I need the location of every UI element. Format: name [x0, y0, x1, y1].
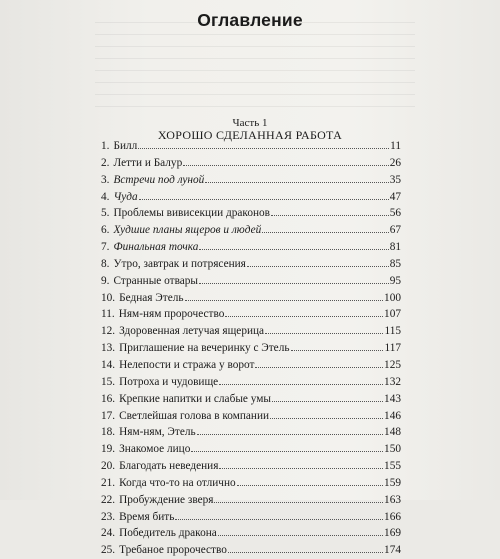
toc-entry-title: Финальная точка — [113, 241, 199, 254]
dot-leader — [175, 519, 383, 520]
toc-entry — [101, 441, 401, 458]
dot-leader — [199, 283, 389, 284]
toc-entry-number: 14. — [101, 358, 116, 371]
toc-entry — [101, 138, 401, 155]
toc-entry-title: Утро, завтрак и потрясения — [113, 257, 246, 270]
toc-entry — [101, 542, 401, 559]
toc-entry — [101, 525, 401, 542]
toc-entry-title: Бедная Этель — [119, 291, 184, 304]
toc-entry-page: 26 — [389, 156, 401, 169]
part-title: ХОРОШО СДЕЛАННАЯ РАБОТА — [157, 128, 343, 142]
toc-entry-page: 115 — [384, 325, 401, 338]
toc-entry-title: Билл — [113, 140, 138, 152]
toc-entry-page: 11 — [390, 140, 401, 152]
toc-entry-page: 166 — [384, 510, 401, 523]
bleed-through-line — [95, 34, 415, 35]
part-label: Часть 1 — [232, 117, 268, 129]
dot-leader — [247, 266, 389, 267]
dot-leader — [197, 434, 383, 435]
toc-entry-title: Летти и Балур — [113, 156, 183, 169]
dot-leader — [199, 249, 388, 250]
toc-entry-page: 132 — [384, 375, 401, 388]
toc-entry — [101, 256, 401, 273]
toc-entry-number: 9. — [101, 274, 110, 287]
toc-entry — [101, 424, 401, 441]
dot-leader — [205, 182, 388, 183]
toc-entry-number: 4. — [101, 190, 110, 203]
dot-leader — [139, 199, 389, 200]
bleed-through-line — [95, 46, 415, 47]
toc-entry-number: 19. — [101, 443, 116, 456]
toc-entry — [101, 273, 401, 290]
toc-entry-number: 21. — [101, 476, 116, 489]
toc-entry-title: Худшие планы ящеров и людей — [113, 224, 262, 237]
toc-entry-title: Знакомое лицо — [119, 443, 191, 456]
dot-leader — [270, 418, 383, 419]
toc-entry-title: Светлейшая голова в компании — [119, 409, 270, 422]
bleed-through-line — [95, 70, 415, 71]
toc-entry-title: Проблемы вивисекции драконов — [113, 207, 270, 220]
toc-entry-number: 3. — [101, 173, 110, 186]
toc-entry-title: Потроха и чудовище — [119, 375, 219, 388]
dot-leader — [255, 367, 383, 368]
dot-leader — [225, 316, 383, 317]
toc-entry-number: 22. — [101, 493, 116, 506]
dot-leader — [183, 165, 388, 166]
toc-entry-page: 150 — [384, 443, 401, 456]
toc-entry-title: Ням-ням пророчество — [118, 308, 225, 321]
toc-entry — [101, 222, 401, 239]
toc-entry-number: 8. — [101, 257, 110, 270]
dot-leader — [214, 502, 383, 503]
toc-entry-page: 67 — [389, 224, 401, 237]
dot-leader — [265, 333, 383, 334]
toc-entry — [101, 155, 401, 172]
dot-leader — [185, 300, 384, 301]
toc-entry-page: 100 — [384, 291, 401, 304]
toc-entry-page: 148 — [384, 426, 401, 439]
dot-leader — [219, 384, 383, 385]
toc-entry-number: 18. — [101, 426, 116, 439]
toc-entry — [101, 239, 401, 256]
dot-leader — [138, 148, 389, 149]
toc-entry-page: 143 — [384, 392, 401, 405]
toc-entry — [101, 340, 401, 357]
toc-entry — [101, 374, 401, 391]
toc-entry-title: Когда что-то на отлично — [119, 476, 236, 489]
toc-entry-title: Приглашение на вечеринку с Этель — [119, 342, 290, 355]
bleed-through-line — [95, 58, 415, 59]
toc-entry-page: 117 — [384, 342, 401, 355]
toc-entry — [101, 509, 401, 526]
toc-entry-page: 35 — [389, 173, 401, 186]
toc-entry-title: Благодать неведения — [119, 460, 219, 473]
toc-entry-number: 2. — [101, 156, 110, 169]
toc-entry — [101, 492, 401, 509]
toc-entry — [101, 189, 401, 206]
dot-leader — [291, 350, 384, 351]
table-of-contents — [101, 138, 401, 559]
toc-entry-page: 56 — [389, 207, 401, 220]
toc-entry — [101, 306, 401, 323]
toc-entry-page: 174 — [384, 544, 401, 557]
toc-entry — [101, 205, 401, 222]
toc-entry — [101, 475, 401, 492]
toc-entry-title: Нелепости и стража у ворот — [119, 358, 255, 371]
toc-entry — [101, 323, 401, 340]
toc-entry-number: 24. — [101, 527, 116, 540]
dot-leader — [262, 232, 388, 233]
toc-entry-number: 15. — [101, 375, 116, 388]
toc-entry-page: 47 — [389, 190, 401, 203]
dot-leader — [191, 451, 383, 452]
toc-entry-page: 85 — [389, 257, 401, 270]
toc-entry — [101, 408, 401, 425]
bleed-through-line — [95, 94, 415, 95]
toc-entry — [101, 391, 401, 408]
dot-leader — [228, 552, 383, 553]
dot-leader — [271, 215, 389, 216]
toc-entry-page: 146 — [384, 409, 401, 422]
toc-entry-page: 95 — [389, 274, 401, 287]
toc-entry-page: 163 — [384, 493, 401, 506]
toc-entry-page: 169 — [384, 527, 401, 540]
toc-entry-number: 5. — [101, 207, 110, 220]
toc-entry-page: 81 — [389, 241, 401, 254]
toc-entry-title: Победитель дракона — [119, 527, 217, 540]
dot-leader — [218, 535, 383, 536]
toc-entry-page: 107 — [384, 308, 401, 321]
toc-entry-number: 10. — [101, 291, 116, 304]
toc-entry-number: 23. — [101, 510, 116, 523]
toc-entry-number: 1. — [101, 140, 110, 152]
bleed-through-line — [95, 106, 415, 107]
toc-entry — [101, 290, 401, 307]
toc-entry-title: Странные отвары — [113, 274, 199, 287]
toc-entry-page: 159 — [384, 476, 401, 489]
toc-entry-title: Крепкие напитки и слабые умы — [119, 392, 271, 405]
toc-entry-title: Ням-ням, Этель — [119, 426, 196, 439]
toc-entry-number: 12. — [101, 325, 116, 338]
toc-entry-title: Пробуждение зверя — [119, 493, 214, 506]
dot-leader — [272, 401, 383, 402]
toc-entry-title: Чуда — [113, 190, 138, 203]
toc-entry-number: 20. — [101, 460, 116, 473]
toc-entry-number: 16. — [101, 392, 116, 405]
toc-entry — [101, 357, 401, 374]
toc-entry-number: 7. — [101, 241, 110, 254]
dot-leader — [219, 468, 383, 469]
page-title: Оглавление — [197, 10, 303, 30]
toc-entry — [101, 172, 401, 189]
toc-entry-title: Встречи под луной — [113, 173, 205, 186]
toc-entry-number: 13. — [101, 342, 116, 355]
toc-entry-number: 11. — [101, 308, 115, 321]
dot-leader — [237, 485, 383, 486]
toc-entry-title: Здоровенная летучая ящерица — [119, 325, 265, 338]
toc-entry-number: 25. — [101, 544, 116, 557]
bleed-through-line — [95, 82, 415, 83]
toc-entry-number: 6. — [101, 224, 110, 237]
toc-entry-page: 155 — [384, 460, 401, 473]
toc-entry-page: 125 — [384, 358, 401, 371]
toc-entry — [101, 458, 401, 475]
toc-entry-title: Время бить — [119, 510, 175, 523]
toc-entry-title: Требаное пророчество — [119, 544, 227, 557]
toc-entry-number: 17. — [101, 409, 116, 422]
